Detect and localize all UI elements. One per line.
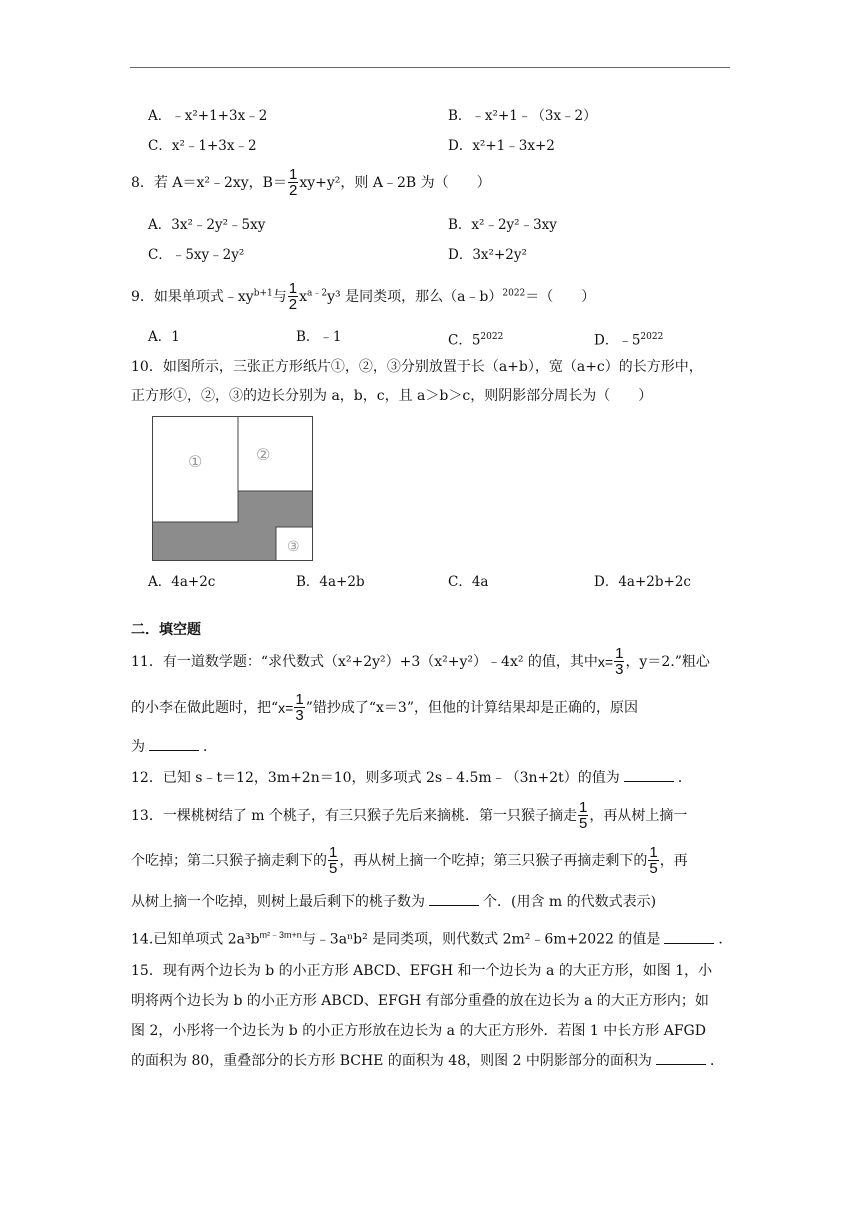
- fraction-one-third: $\frac{1}{3}$: [295, 691, 304, 724]
- answer-blank: [656, 1052, 706, 1065]
- fraction-one-fifth: $\frac{1}{5}$: [329, 844, 338, 877]
- q8-option-a: A．3x²﹣2y²﹣5xy: [148, 217, 266, 233]
- section-heading: 二．填空题: [131, 621, 201, 637]
- label-square-3: ③: [287, 539, 300, 555]
- q14-stem: 14.已知单项式 $2a^3b^{m^2﹣3m+n}$与﹣3aⁿb² 是同类项，则代数式 2m²﹣6m+2022 的值是 ．: [131, 930, 733, 948]
- q8-option-c: C．﹣5xy﹣2y²: [148, 247, 245, 263]
- q7-option-c: C．x²﹣1+3x﹣2: [148, 138, 257, 154]
- q11-line-3: 为 ．: [131, 739, 217, 755]
- q8-stem: 8．若 A＝x²﹣2xy，B＝ $\frac{1}{2}$ xy+y²，则 A﹣2B 为（ ）: [131, 166, 491, 199]
- q9-option-d: D．$﹣5^{2022}$: [594, 332, 664, 349]
- q8-option-d: D．3x²+2y²: [448, 247, 527, 263]
- q11-line-1: 11．有一道数学题：“求代数式（x²+2y²）+3（x²+y²）﹣4x² 的值，其中x= $\frac{1}{3}$ ，y＝2.”粗心: [131, 645, 710, 678]
- q13-line-1: 13．一棵桃树结了 m 个桃子，有三只猴子先后来摘桃．第一只猴子摘走 $\frac{1}{5}$ ，再从树上摘一: [131, 799, 688, 832]
- q11-line-2: 的小李在做此题时，把“x= $\frac{1}{3}$ ”错抄成了“x＝3”，但他的计算结果却是正确的，原因: [131, 691, 638, 724]
- q13-line-3: 从树上摘一个吃掉，则树上最后剩下的桃子数为 个．(用含 m 的代数式表示): [131, 894, 657, 910]
- answer-blank: [664, 931, 714, 944]
- label-square-1: ①: [188, 452, 203, 471]
- q9-option-c: C．$5^{2022}$: [448, 332, 504, 349]
- q10-option-c: C．4a: [448, 574, 489, 590]
- label-square-2: ②: [256, 445, 271, 464]
- q10-option-a: A．4a+2c: [148, 574, 216, 590]
- q8-option-b: B．x²﹣2y²﹣3xy: [448, 217, 557, 233]
- q15-line-2: 明将两个边长为 b 的小正方形 ABCD、EFGH 有部分重叠的放在边长为 a 的大正方形内；如: [131, 993, 709, 1009]
- square-2: [238, 417, 313, 492]
- fraction-one-third: $\frac{1}{3}$: [615, 645, 624, 678]
- q15-line-1: 15．现有两个边长为 b 的小正方形 ABCD、EFGH 和一个边长为 a 的大正方形，如图 1，小: [131, 963, 713, 979]
- answer-blank: [149, 738, 199, 751]
- answer-blank: [429, 893, 479, 906]
- q15-line-3: 图 2，小彤将一个边长为 b 的小正方形放在边长为 a 的大正方形外．若图 1 中长方形 AFGD: [131, 1023, 706, 1039]
- fraction-one-half: $\frac{1}{2}$: [288, 166, 298, 199]
- fraction-one-fifth: $\frac{1}{5}$: [649, 844, 658, 877]
- fraction-one-half: $\frac{1}{2}$: [288, 280, 298, 313]
- q10-squares-diagram: [152, 416, 314, 562]
- fraction-one-fifth: $\frac{1}{5}$: [579, 799, 588, 832]
- q10-option-b: B．4a+2b: [296, 574, 365, 590]
- q13-line-2: 个吃掉；第二只猴子摘走剩下的 $\frac{1}{5}$ ，再从树上摘一个吃掉；第三只猴子再摘走剩下的 $\frac{1}{5}$ ，再: [131, 844, 688, 877]
- q7-option-d: D．x²+1﹣3x+2: [448, 138, 555, 154]
- header-rule: [130, 67, 730, 68]
- q10-line-2: 正方形①，②，③的边长分别为 a，b，c，且 a＞b＞c，则阴影部分周长为（ ）: [131, 388, 653, 404]
- q15-line-4: 的面积为 80，重叠部分的长方形 BCHE 的面积为 48，则图 2 中阴影部分的面积为 ．: [131, 1053, 724, 1069]
- q12-stem: 12．已知 s﹣t＝12，3m+2n＝10，则多项式 2s﹣4.5m﹣（3n+2t）的值为 ．: [131, 770, 692, 786]
- q10-figure: [152, 416, 314, 562]
- q9-option-a: A．1: [148, 329, 180, 345]
- q10-line-1: 10．如图所示，三张正方形纸片①，②，③分别放置于长（a+b），宽（a+c）的长方形中，: [131, 359, 703, 375]
- q7-option-b: B．﹣x²+1﹣（3x﹣2）: [448, 108, 597, 124]
- q7-option-a: A．﹣x²+1+3x﹣2: [148, 108, 268, 124]
- q9-stem: 9．如果单项式$﹣xy^{b+1}$与 $\frac{1}{2}$ $x^{a﹣2}y^3$ 是同类项，那么（a﹣b）$^{2022}$＝（ ）: [131, 280, 596, 313]
- q9-option-b: B．﹣1: [296, 329, 342, 345]
- q10-option-d: D．4a+2b+2c: [594, 574, 691, 590]
- answer-blank: [624, 769, 674, 782]
